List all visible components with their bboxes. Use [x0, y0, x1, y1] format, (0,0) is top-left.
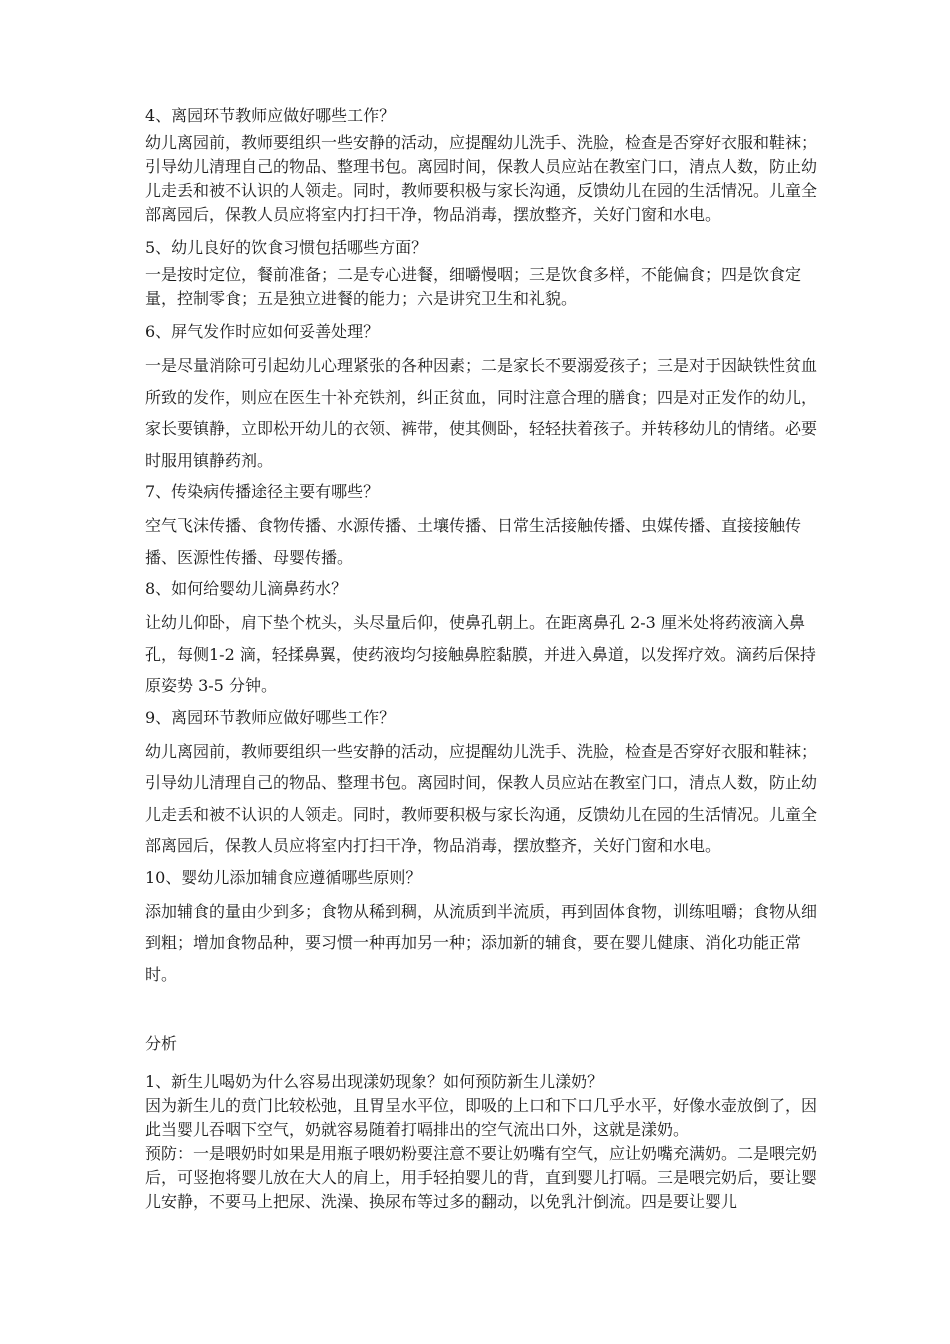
prevention-paragraph: 预防：一是喂奶时如果是用瓶子喂奶粉要注意不要让奶嘴有空气，应让奶嘴充满奶。二是喂完奶后，可竖抱将婴儿放在大人的肩上，用手轻拍婴儿的背，直到婴儿打嗝。三是喂完奶后，要让婴儿安静，不要马上把尿、洗澡、换尿布等过多的翻动，以免乳汁倒流。四是要让婴儿 [145, 1144, 818, 1211]
section-heading-analysis: 分析 [145, 1034, 178, 1053]
answer-paragraph: 添加辅食的量由少到多；食物从稀到稠，从流质到半流质，再到固体食物，训练咀嚼；食物从细到粗；增加食物品种，要习惯一种再加另一种；添加新的辅食，要在婴儿健康、消化功能正常时。 [145, 901, 818, 984]
answer-paragraph: 一是按时定位，餐前准备；二是专心进餐，细嚼慢咽；三是饮食多样，不能偏食；四是饮食定量，控制零食；五是独立进餐的能力；六是讲究卫生和礼貌。 [145, 265, 802, 308]
question-heading: 5、幼儿良好的饮食习惯包括哪些方面？ [145, 238, 428, 257]
answer-paragraph: 幼儿离园前，教师要组织一些安静的活动，应提醒幼儿洗手、洗脸，检查是否穿好衣服和鞋袜；引导幼儿清理自己的物品、整理书包。离园时间，保教人员应站在教室门口，清点人数，防止幼儿走丢和被不认识的人领走。同时，教师要积极与家长沟通，反馈幼儿在园的生活情况。儿童全部离园后，保教人员应将室内打扫干净，物品消毒，摆放整齐，关好门窗和水电。 [145, 741, 818, 855]
question-heading: 7、传染病传播途径主要有哪些？ [145, 482, 380, 501]
answer-paragraph: 因为新生儿的贲门比较松弛，且胃呈水平位，即吸的上口和下口几乎水平，好像水壶放倒了，因此当婴儿吞咽下空气，奶就容易随着打嗝排出的空气流出口外，这就是漾奶。 [145, 1096, 818, 1139]
question-heading: 1、新生儿喝奶为什么容易出现漾奶现象？如何预防新生儿漾奶？ [145, 1072, 604, 1091]
answer-paragraph: 一是尽量消除可引起幼儿心理紧张的各种因素；二是家长不要溺爱孩子；三是对于因缺铁性贫血所致的发作，则应在医生十补充铁剂，纠正贫血，同时注意合理的膳食；四是对正发作的幼儿，家长要镇静，立即松开幼儿的衣领、裤带，使其侧卧，轻轻扶着孩子。并转移幼儿的情绪。必要时服用镇静药剂。 [145, 356, 818, 470]
question-heading: 10、婴幼儿添加辅食应遵循哪些原则？ [145, 867, 422, 887]
question-heading: 9、离园环节教师应做好哪些工作？ [145, 707, 396, 727]
answer-paragraph: 让幼儿仰卧，肩下垫个枕头，头尽量后仰，使鼻孔朝上。在距离鼻孔 2-3 厘米处将药液滴入鼻孔，每侧1-2 滴，轻揉鼻翼，使药液均匀接触鼻腔黏膜，并进入鼻道，以发挥疗效。滴药后保持原姿势 3-5 分钟。 [145, 613, 816, 695]
question-heading: 6、屏气发作时应如何妥善处理？ [145, 322, 380, 341]
question-heading: 8、如何给婴幼儿滴鼻药水？ [145, 579, 348, 598]
question-heading: 4、离园环节教师应做好哪些工作？ [145, 106, 396, 125]
document-page [145, 104, 820, 1214]
answer-paragraph: 幼儿离园前，教师要组织一些安静的活动，应提醒幼儿洗手、洗脸，检查是否穿好衣服和鞋袜；引导幼儿清理自己的物品、整理书包。离园时间，保教人员应站在教室门口，清点人数，防止幼儿走丢和被不认识的人领走。同时，教师要积极与家长沟通，反馈幼儿在园的生活情况。儿童全部离园后，保教人员应将室内打扫干净，物品消毒，摆放整齐，关好门窗和水电。 [145, 133, 818, 224]
answer-paragraph: 空气飞沫传播、食物传播、水源传播、土壤传播、日常生活接触传播、虫媒传播、直接接触传播、医源性传播、母婴传播。 [145, 516, 802, 567]
